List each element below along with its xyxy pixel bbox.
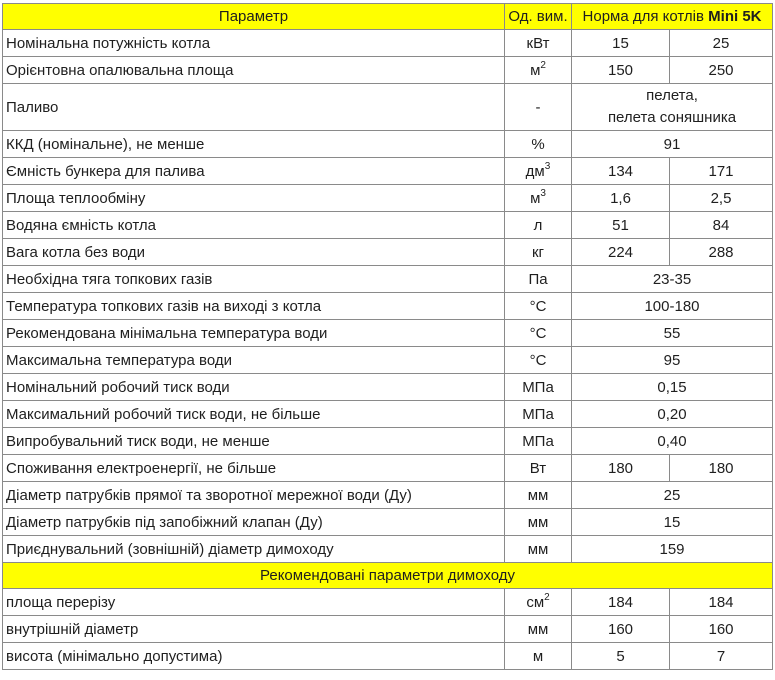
param-label: Споживання електроенергії, не більше — [3, 455, 505, 482]
table-row — [3, 320, 773, 347]
value-cell-2: 171 — [670, 158, 773, 185]
param-label: Площа теплообміну — [3, 185, 505, 212]
table-row — [3, 131, 773, 158]
value-cell-2: 288 — [670, 239, 773, 266]
table-row — [3, 30, 773, 57]
param-label: Температура топкових газів на виході з котла — [3, 293, 505, 320]
value-cell-merged: 15 — [572, 509, 773, 536]
table-row — [3, 84, 773, 131]
unit-superscript: 3 — [544, 160, 551, 172]
value-cell-2: 184 — [670, 589, 773, 616]
value-cell-merged: 95 — [572, 347, 773, 374]
specifications-table — [2, 3, 773, 670]
value-cell-1: 150 — [572, 57, 670, 84]
table-row — [3, 509, 773, 536]
value-cell-1: 184 — [572, 589, 670, 616]
header-model: Mini 5K — [708, 8, 762, 25]
value-cell-merged: 91 — [572, 131, 773, 158]
header-unit: Од. вим. — [505, 4, 572, 30]
unit-cell: м — [505, 643, 572, 670]
unit-superscript: 2 — [544, 591, 550, 603]
value-cell-merged: 0,20 — [572, 401, 773, 428]
param-label: Приєднувальний (зовнішній) діаметр димоходу — [3, 536, 505, 563]
section-header-row — [3, 563, 773, 589]
value-cell-merged: 159 — [572, 536, 773, 563]
fuel-line-2: пелета соняшника — [607, 109, 737, 126]
unit-cell: $м^2$ — [505, 57, 572, 84]
value-cell-2: 250 — [670, 57, 773, 84]
table-row — [3, 185, 773, 212]
unit-cell: мм — [505, 482, 572, 509]
param-label: висота (мінімально допустима) — [3, 643, 505, 670]
table-row — [3, 428, 773, 455]
header-norm — [572, 4, 773, 30]
value-cell-2: 25 — [670, 30, 773, 57]
table-row — [3, 347, 773, 374]
value-cell-merged: 55 — [572, 320, 773, 347]
value-cell-merged: 0,15 — [572, 374, 773, 401]
unit-cell: $м^3$ — [505, 185, 572, 212]
table-row — [3, 455, 773, 482]
param-label: Ємність бункера для палива — [3, 158, 505, 185]
param-label: Діаметр патрубків під запобіжний клапан (Ду) — [3, 509, 505, 536]
unit-cell: $дм^3$ — [505, 158, 572, 185]
table-row — [3, 266, 773, 293]
table-row — [3, 374, 773, 401]
unit-superscript: 3 — [540, 187, 546, 199]
param-label: Максимальна температура води — [3, 347, 505, 374]
unit-cell: °C — [505, 293, 572, 320]
unit-cell: °C — [505, 347, 572, 374]
table-row — [3, 57, 773, 84]
table-row — [3, 401, 773, 428]
param-label: Діаметр патрубків прямої та зворотної мережної води (Ду) — [3, 482, 505, 509]
unit-cell: $см^2$ — [505, 589, 572, 616]
param-label: ККД (номінальне), не менше — [3, 131, 505, 158]
header-parameter: Параметр — [3, 4, 505, 30]
value-cell-merged: 0,40 — [572, 428, 773, 455]
unit-superscript: 2 — [540, 59, 546, 71]
unit-cell: % — [505, 131, 572, 158]
param-label: Номінальна потужність котла — [3, 30, 505, 57]
unit-cell: кг — [505, 239, 572, 266]
header-norm-prefix: Норма для котлів — [582, 8, 709, 25]
param-label: Паливо — [3, 84, 505, 131]
table-row — [3, 158, 773, 185]
table-row — [3, 589, 773, 616]
value-cell-1: 51 — [572, 212, 670, 239]
param-label: Випробувальний тиск води, не менше — [3, 428, 505, 455]
param-label: Рекомендована мінімальна температура води — [3, 320, 505, 347]
value-cell-1: 224 — [572, 239, 670, 266]
table-row — [3, 536, 773, 563]
value-cell-1: 1,6 — [572, 185, 670, 212]
fuel-value-cell — [572, 84, 773, 131]
table-row — [3, 212, 773, 239]
value-cell-1: 160 — [572, 616, 670, 643]
unit-cell: кВт — [505, 30, 572, 57]
table-row — [3, 616, 773, 643]
unit-cell: Па — [505, 266, 572, 293]
unit-cell: л — [505, 212, 572, 239]
param-label: Максимальний робочий тиск води, не більше — [3, 401, 505, 428]
unit-cell: °C — [505, 320, 572, 347]
value-cell-merged: 23-35 — [572, 266, 773, 293]
table-header-row — [3, 4, 773, 30]
fuel-line-1: пелета, — [646, 87, 698, 104]
value-cell-merged: 25 — [572, 482, 773, 509]
param-label: Водяна ємність котла — [3, 212, 505, 239]
value-cell-2: 180 — [670, 455, 773, 482]
value-cell-1: 15 — [572, 30, 670, 57]
unit-cell: МПа — [505, 374, 572, 401]
unit-cell: МПа — [505, 428, 572, 455]
value-cell-2: 7 — [670, 643, 773, 670]
unit-cell: МПа — [505, 401, 572, 428]
value-cell-merged: 100-180 — [572, 293, 773, 320]
value-cell-2: 160 — [670, 616, 773, 643]
table-row — [3, 643, 773, 670]
param-label: Необхідна тяга топкових газів — [3, 266, 505, 293]
table-row — [3, 239, 773, 266]
unit-cell: Вт — [505, 455, 572, 482]
value-cell-2: 84 — [670, 212, 773, 239]
unit-cell: мм — [505, 509, 572, 536]
param-label: площа перерізу — [3, 589, 505, 616]
unit-cell: мм — [505, 536, 572, 563]
value-cell-1: 5 — [572, 643, 670, 670]
value-cell-1: 134 — [572, 158, 670, 185]
unit-cell: мм — [505, 616, 572, 643]
table-row — [3, 482, 773, 509]
param-label: внутрішній діаметр — [3, 616, 505, 643]
chimney-section-title: Рекомендовані параметри димоходу — [3, 563, 773, 589]
value-cell-2: 2,5 — [670, 185, 773, 212]
param-label: Номінальний робочий тиск води — [3, 374, 505, 401]
param-label: Орієнтовна опалювальна площа — [3, 57, 505, 84]
value-cell-1: 180 — [572, 455, 670, 482]
param-label: Вага котла без води — [3, 239, 505, 266]
table-row — [3, 293, 773, 320]
unit-cell: - — [505, 84, 572, 131]
